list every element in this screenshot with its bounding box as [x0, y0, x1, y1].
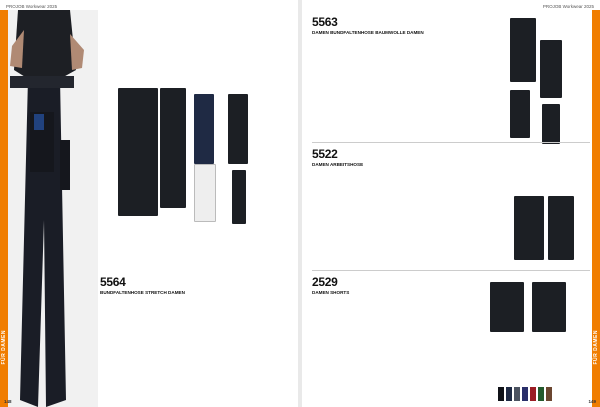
- right-page: [302, 0, 600, 407]
- product-detail-image: [510, 90, 530, 138]
- left-page: [0, 0, 298, 407]
- color-swatch: [530, 387, 536, 401]
- product-detail-image: [542, 104, 560, 144]
- product-sku: 2529: [312, 275, 338, 289]
- product-back-image: [540, 40, 562, 98]
- section-label: FÜR DAMEN: [593, 330, 599, 365]
- product-back-image: [548, 196, 574, 260]
- page-number: 148: [4, 399, 12, 404]
- product-sku: 5563: [312, 15, 338, 29]
- product-name: DAMEN BUNDFALTENHOSE BAUMWOLLE DAMEN: [312, 30, 424, 35]
- color-swatch: [522, 387, 528, 401]
- product-front-image: [514, 196, 544, 260]
- running-head: PROJOB Workwear 2025: [6, 4, 58, 9]
- color-variant-anthracite: [232, 170, 246, 224]
- color-swatch: [546, 387, 552, 401]
- product-info-5564: [100, 276, 288, 295]
- color-swatch: [514, 387, 520, 401]
- section-divider: [312, 270, 590, 271]
- running-head: PROJOB Workwear 2025: [542, 4, 594, 9]
- section-label: FÜR DAMEN: [1, 330, 7, 365]
- product-back-image: [160, 88, 186, 208]
- color-variant-black: [228, 94, 248, 164]
- page-number: 149: [588, 399, 596, 404]
- product-front-image: [118, 88, 158, 216]
- product-front-image: [490, 282, 524, 332]
- product-sku: 5564: [100, 275, 126, 289]
- product-name: BUNDFALTENHOSE STRETCH DAMEN: [100, 290, 185, 295]
- product-info-2529: [312, 276, 494, 295]
- color-variant-navy: [194, 94, 214, 164]
- product-name: DAMEN ARBEITSHOSE: [312, 162, 364, 167]
- product-front-image: [510, 18, 536, 82]
- section-divider: [312, 142, 590, 143]
- color-swatch: [506, 387, 512, 401]
- product-info-5522: [312, 148, 512, 167]
- model-photo: [0, 10, 98, 407]
- product-name: DAMEN SHORTS: [312, 290, 350, 295]
- product-info-5563: [312, 16, 494, 35]
- color-swatch: [498, 387, 504, 401]
- color-swatch: [538, 387, 544, 401]
- color-variant-white: [194, 164, 216, 222]
- product-sku: 5522: [312, 147, 338, 161]
- product-back-image: [532, 282, 566, 332]
